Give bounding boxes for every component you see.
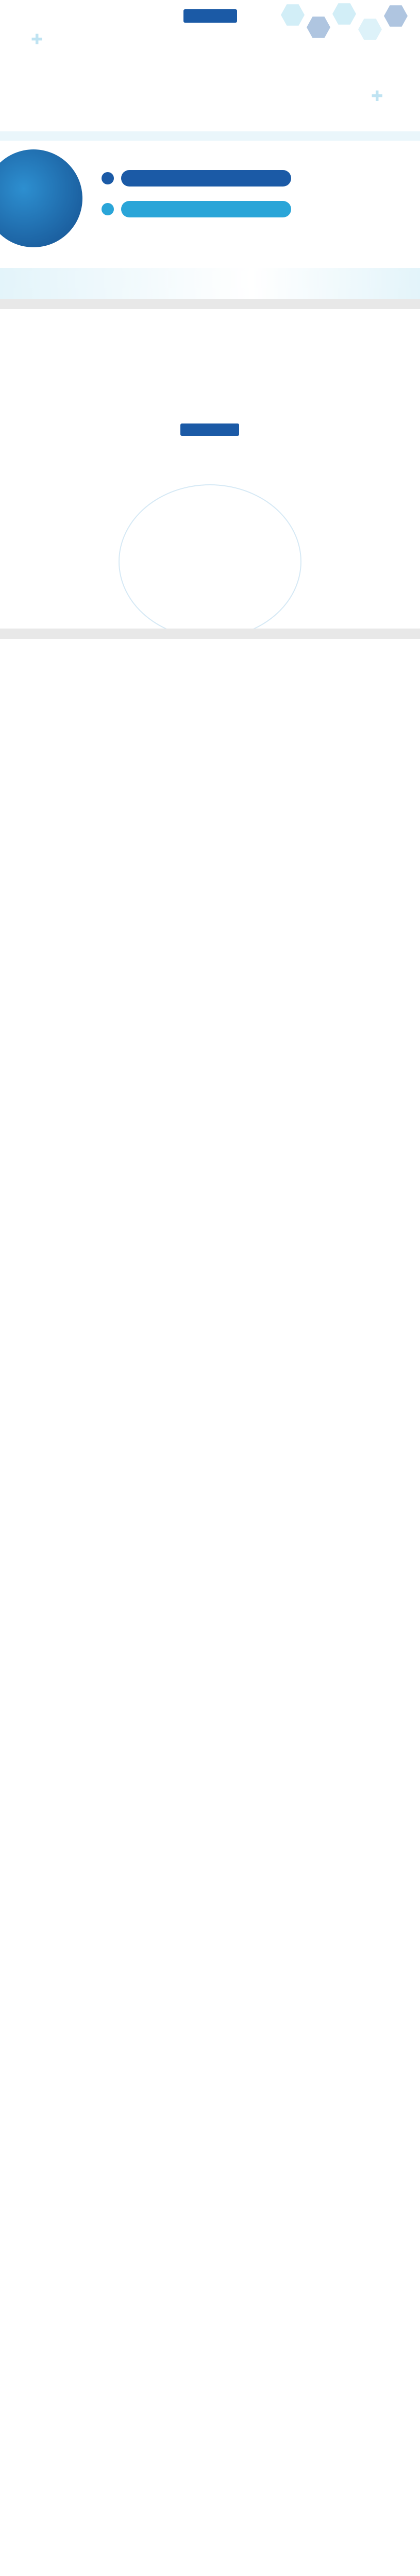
bullet-dot (102, 172, 114, 184)
toc-item-section2[interactable] (121, 201, 291, 217)
decorative-arc (119, 484, 301, 629)
cover-slide (0, 0, 420, 299)
slide-separator (0, 299, 420, 309)
section-badge (180, 423, 239, 436)
bullet-dot (102, 203, 114, 215)
toc-circle (0, 149, 82, 247)
cover-bottom-band (0, 268, 420, 299)
plus-icon: ✚ (31, 31, 43, 48)
chapter-badge (183, 9, 237, 23)
toc-item-section1[interactable] (121, 170, 291, 187)
plus-icon: ✚ (371, 88, 383, 105)
cover-meta (82, 76, 350, 83)
hex-decoration (265, 0, 420, 46)
slide-separator (0, 629, 420, 639)
section-divider-slide (0, 309, 420, 629)
cover-band (0, 131, 420, 141)
